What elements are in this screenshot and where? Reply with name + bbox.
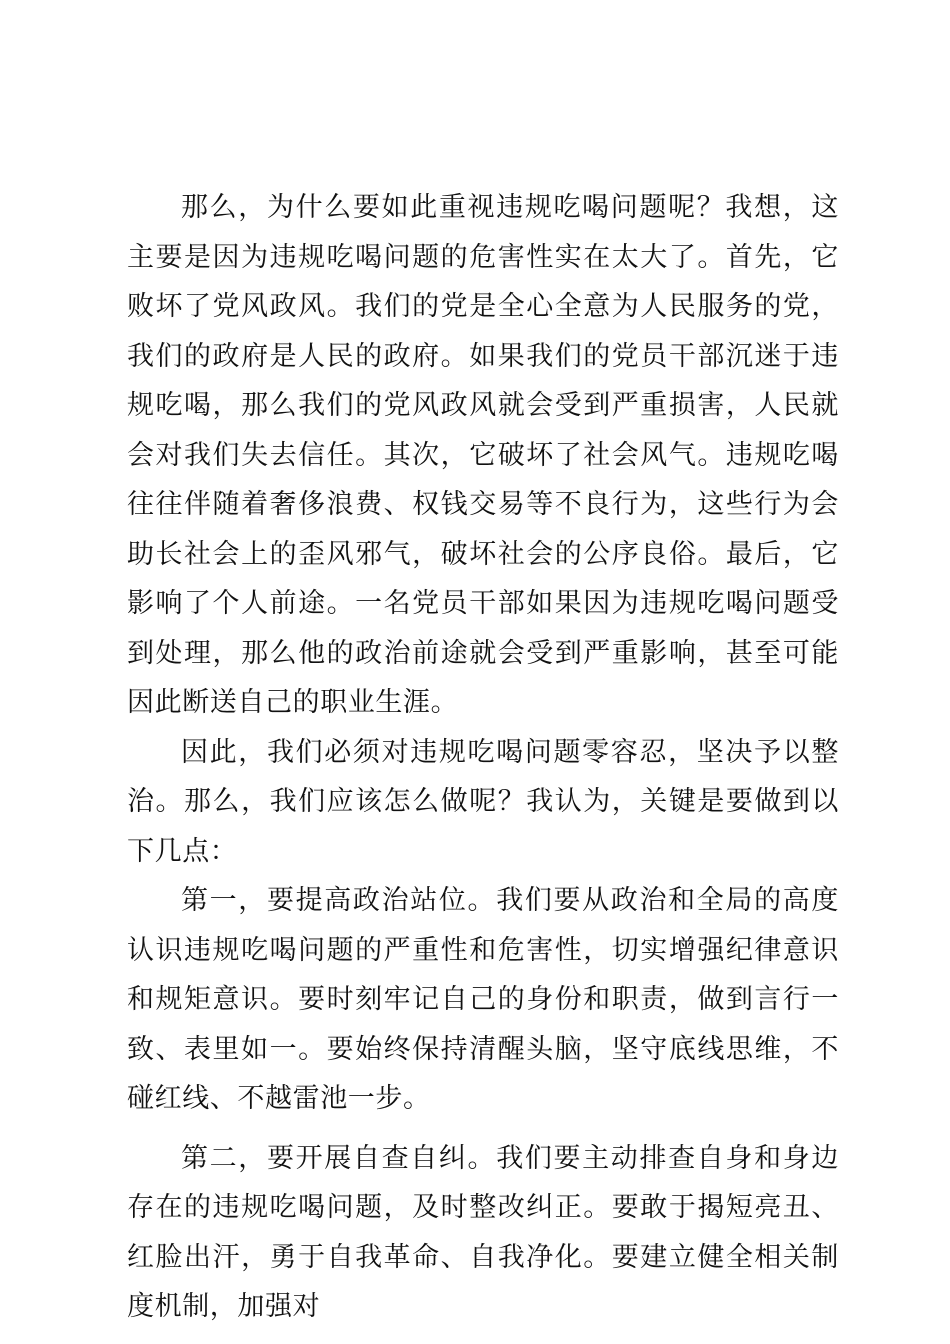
paragraph-point-two: 第二，要开展自查自纠。我们要主动排查自身和身边存在的违规吃喝问题，及时整改纠正。要敢于揭短亮丑、红脸出汗，勇于自我革命、自我净化。要建立健全相关制度机制，加强对 xyxy=(127,1142,839,1322)
paragraph-point-one: 第一，要提高政治站位。我们要从政治和全局的高度认识违规吃喝问题的严重性和危害性，切实增强纪律意识和规矩意识。要时刻牢记自己的身份和职责，做到言行一致、表里如一。要始终保持清醒头脑，坚守底线思维，不碰红线、不越雷池一步。 xyxy=(127,885,839,1114)
paragraph-zero-tolerance: 因此，我们必须对违规吃喝问题零容忍，坚决予以整治。那么，我们应该怎么做呢？我认为，关键是要做到以下几点： xyxy=(127,736,839,867)
paragraph-harms-of-illegal-dining: 那么，为什么要如此重视违规吃喝问题呢？我想，这主要是因为违规吃喝问题的危害性实在太大了。首先，它败坏了党风政风。我们的党是全心全意为人民服务的党，我们的政府是人民的政府。如果我们的党员干部沉迷于违规吃喝，那么我们的党风政风就会受到严重损害，人民就会对我们失去信任。其次，它破坏了社会风气。违规吃喝往往伴随着奢侈浪费、权钱交易等不良行为，这些行为会助长社会上的歪风邪气，破坏社会的公序良俗。最后，它影响了个人前途。一名党员干部如果因为违规吃喝问题受到处理，那么他的政治前途就会受到严重影响，甚至可能因此断送自己的职业生涯。 xyxy=(127,192,839,718)
document-body xyxy=(127,183,839,1332)
